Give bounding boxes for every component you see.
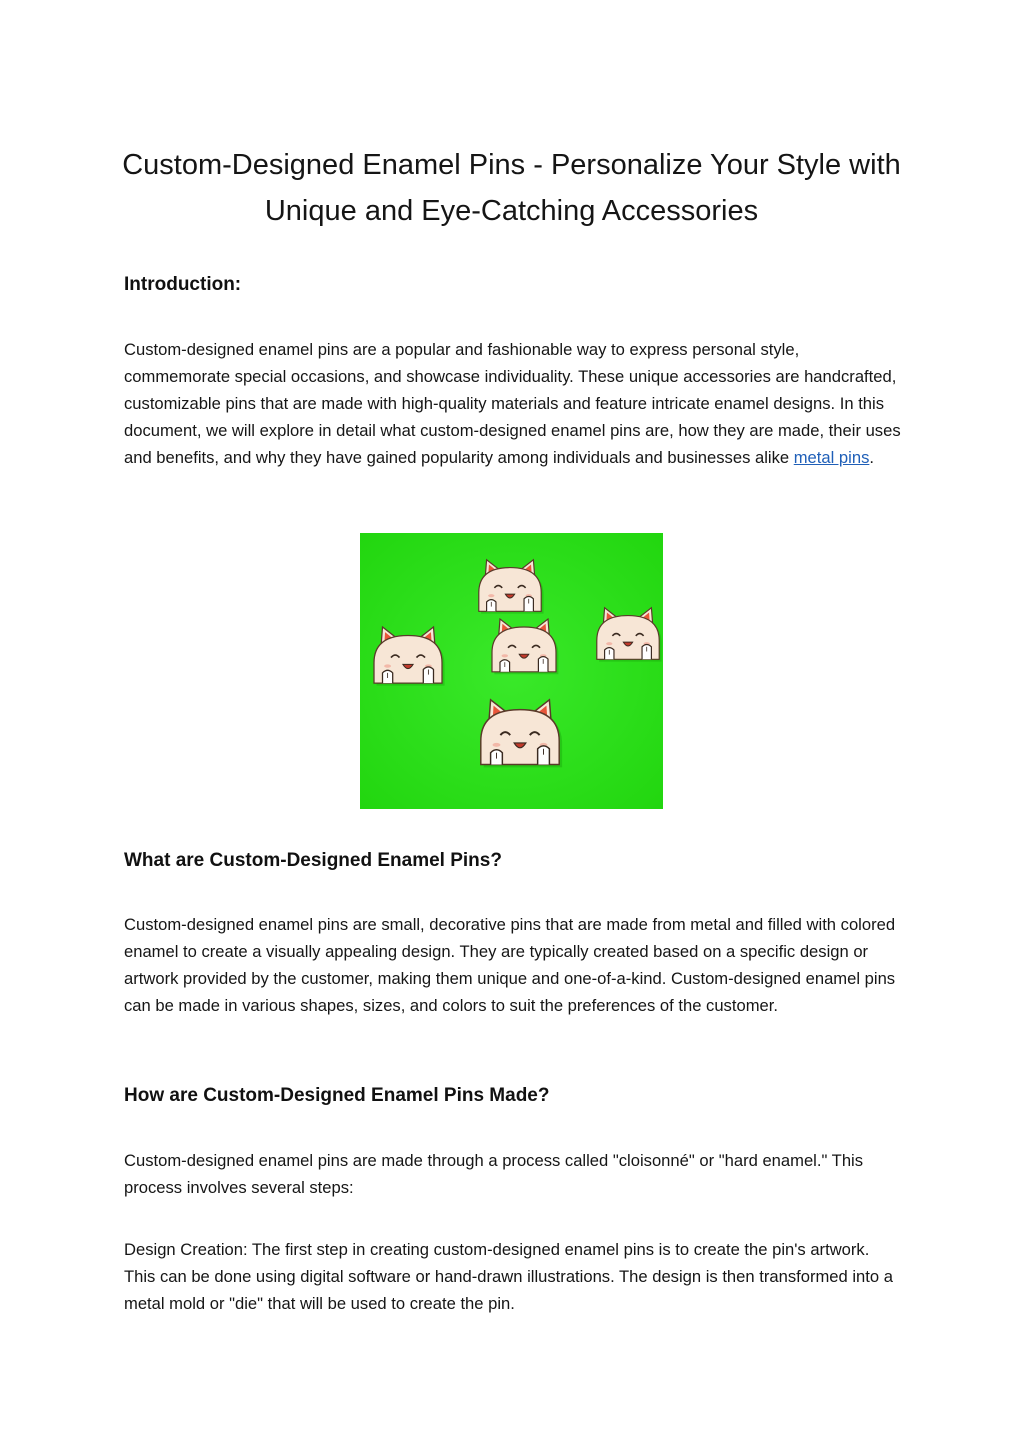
cat-pins-photo (360, 533, 663, 809)
cat-pin-top (479, 560, 544, 614)
how-heading: How are Custom-Designed Enamel Pins Made? (124, 1085, 550, 1106)
what-heading: What are Custom-Designed Enamel Pins? (124, 850, 502, 871)
metal-pins-link[interactable]: metal pins (793, 448, 870, 467)
intro-period: . (869, 448, 874, 467)
cat-pin-right (597, 608, 662, 662)
intro-heading: Introduction: (124, 274, 242, 295)
intro-paragraph (124, 336, 904, 471)
how-paragraph: Custom-designed enamel pins are made through a process called "cloisonné" or "hard enamel." This process involves several steps: (124, 1151, 864, 1197)
cat-pin-center (492, 619, 558, 674)
design-creation-paragraph: Design Creation: The first step in creating custom-designed enamel pins is to create the pin's artwork. This can be done using digital software or hand-drawn illustrations. The design is then transformed into a metal mold or "die" that will be used to create the pin. (124, 1240, 893, 1313)
document-title: Custom-Designed Enamel Pins - Personalize Your Style with Unique and Eye-Catching Accessories (122, 149, 901, 227)
what-paragraph: Custom-designed enamel pins are small, decorative pins that are made from metal and filled with colored enamel to create a visually appealing design. They are typically created based on a specific design or artwork provided by the customer, making them unique and one-of-a-kind. Custom-designed enamel pins can be made in various shapes, sizes, and colors to suit the preferences of the customer. (124, 915, 896, 1015)
cat-pin-bottom (481, 700, 562, 768)
intro-text: Custom-designed enamel pins are a popular and fashionable way to express personal style, commemorate special occasions, and showcase individuality. These unique accessories are handcrafted, customizable pins that are made with high-quality materials and feature intricate enamel designs. In this document, we will explore in detail what custom-designed enamel pins are, how they are made, their uses and benefits, and why they have gained popularity among individuals and businesses alike (124, 340, 901, 467)
cat-pin-left (374, 627, 445, 686)
